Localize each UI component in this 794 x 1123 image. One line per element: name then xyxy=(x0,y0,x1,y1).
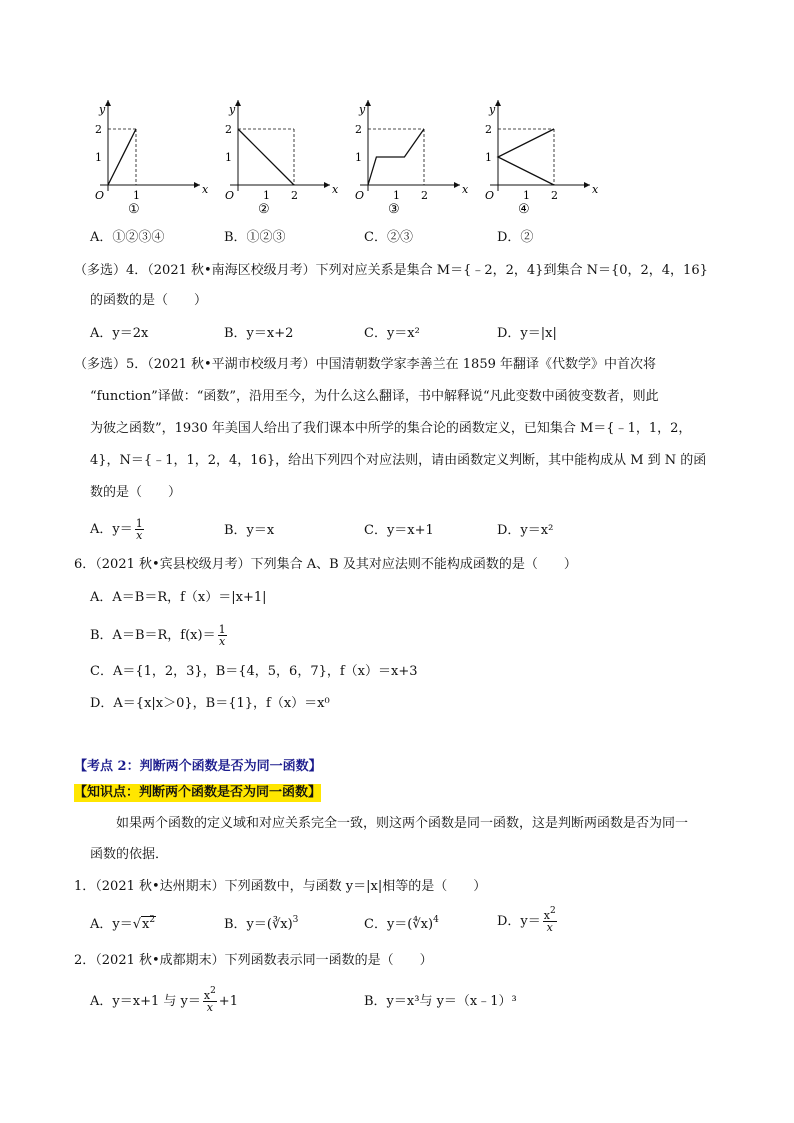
q6-option-c: C．A＝{1，2，3}，B＝{4，5，6，7}，f（x）＝x+3 xyxy=(90,664,418,679)
y-tick-label: 1 xyxy=(225,151,232,164)
q5-stem-line1: （多选）5．（2021 秋•平湖市校级月考）中国清朝数学家李善兰在 1859 年翻译《代数学》中首次将 xyxy=(74,357,657,372)
y-tick-label: 2 xyxy=(225,123,232,136)
q4-option-b: B．y＝x+2 xyxy=(224,326,294,341)
y-axis-label: y xyxy=(489,103,496,116)
q3-option-a: A．①②③④ xyxy=(90,230,165,245)
x-axis-arrow xyxy=(454,182,460,188)
q4-stem-line1: （多选）4．（2021 秋•南海区校级月考）下列对应关系是集合 M＝{﹣2，2，4}到集合 N＝{0，2，4，16} xyxy=(74,263,708,278)
s1-option-d: D．y＝ $\frac{x^2}{x}$ xyxy=(497,906,556,934)
q4-option-a: A．y＝2x xyxy=(90,326,149,341)
s1-option-c: C．y＝(∜x)$^4$ xyxy=(364,915,439,932)
y-tick-label: 1 xyxy=(95,151,102,164)
x-tick-label: 2 xyxy=(551,189,558,202)
q3-option-b: B．①②③ xyxy=(224,230,286,245)
y-tick-label: 2 xyxy=(95,123,102,136)
q4-stem-line2: 的函数的是（ ） xyxy=(90,293,208,308)
graph-label: ④ xyxy=(518,202,530,217)
q3-option-d: D．② xyxy=(497,230,534,245)
x-axis-arrow xyxy=(584,182,590,188)
y-axis-arrow xyxy=(495,100,501,106)
x-tick-label: 2 xyxy=(421,189,428,202)
s2-option-b: B．y＝x³与 y＝（x﹣1）³ xyxy=(364,994,517,1009)
x-tick-label: 1 xyxy=(133,189,140,202)
function-curve xyxy=(498,129,554,185)
q5-option-a: A．y＝ $\frac{1}{x}$ xyxy=(90,517,143,542)
x-axis-label: x xyxy=(462,183,469,196)
s1-option-b: B．y＝(∛x)$^3$ xyxy=(224,915,299,932)
y-axis-label: y xyxy=(229,103,236,116)
q4-option-d: D．y＝|x| xyxy=(497,326,557,341)
y-axis-label: y xyxy=(359,103,366,116)
graph-label: ③ xyxy=(388,202,400,217)
y-axis-arrow xyxy=(235,100,241,106)
s2-stem: 2．（2021 秋•成都期末）下列函数表示同一函数的是（ ） xyxy=(74,953,433,968)
section-paragraph-line2: 函数的依据． xyxy=(90,847,169,862)
y-tick-label: 1 xyxy=(355,151,362,164)
x-axis-label: x xyxy=(332,183,339,196)
q6-stem: 6．（2021 秋•宾县校级月考）下列集合 A、B 及其对应法则不能构成函数的是（ ） xyxy=(74,557,577,572)
s1-stem: 1．（2021 秋•达州期末）下列函数中，与函数 y＝|x|相等的是（ ） xyxy=(74,879,487,894)
origin-label: O xyxy=(95,189,105,202)
function-curve xyxy=(238,129,294,185)
x-tick-label: 1 xyxy=(523,189,530,202)
y-tick-label: 2 xyxy=(485,123,492,136)
q5-option-c: C．y＝x+1 xyxy=(364,523,434,538)
q5-stem-line5: 数的是（ ） xyxy=(90,485,182,500)
y-tick-label: 2 xyxy=(355,123,362,136)
q5-option-b: B．y＝x xyxy=(224,523,275,538)
s2-option-a: A．y＝x+1 与 y＝ $\frac{x^2}{x}$ +1 xyxy=(90,986,238,1014)
q4-option-c: C．y＝x² xyxy=(364,326,420,341)
y-axis-label: y xyxy=(99,103,106,116)
y-axis-arrow xyxy=(105,100,111,106)
s1-option-a: A．$y=√x^2$ xyxy=(90,915,156,932)
q6-option-d: D．A＝{x|x＞0}，B＝{1}，f（x）＝x⁰ xyxy=(90,696,330,711)
origin-label: O xyxy=(225,189,235,202)
function-curve xyxy=(108,129,136,185)
x-axis-label: x xyxy=(592,183,599,196)
q3-option-c: C．②③ xyxy=(364,230,413,245)
origin-label: O xyxy=(355,189,365,202)
zhishi-heading: 【知识点：判断两个函数是否为同一函数】 xyxy=(74,785,322,800)
origin-label: O xyxy=(485,189,495,202)
x-tick-label: 1 xyxy=(393,189,400,202)
q5-option-d: D．y＝x² xyxy=(497,523,554,538)
function-graphs xyxy=(84,92,604,222)
x-axis-arrow xyxy=(194,182,200,188)
q5-stem-line3: 为彼之函数”，1930 年美国人给出了我们课本中所学的集合论的函数定义，已知集合 M＝{﹣1，1，2， xyxy=(90,421,692,436)
function-curve xyxy=(368,129,424,185)
q5-stem-line2: “function”译做：“函数”，沿用至今，为什么这么翻译，书中解释说“凡此变数中函彼变数者，则此 xyxy=(90,389,659,404)
x-axis-arrow xyxy=(324,182,330,188)
x-axis-label: x xyxy=(202,183,209,196)
x-tick-label: 2 xyxy=(291,189,298,202)
q6-option-b: B．A＝B＝R，f(x)＝ $\frac{1}{x}$ xyxy=(90,623,226,648)
q6-option-a: A．A＝B＝R，f（x）＝|x+1| xyxy=(90,590,267,605)
graph-label: ① xyxy=(128,202,140,217)
y-axis-arrow xyxy=(365,100,371,106)
q5-stem-line4: 4}，N＝{﹣1，1，2，4，16}，给出下列四个对应法则，请由函数定义判断，其中能构成从 M 到 N 的函 xyxy=(90,453,707,468)
y-tick-label: 1 xyxy=(485,151,492,164)
x-tick-label: 1 xyxy=(263,189,270,202)
kaodian-heading: 【考点 2：判断两个函数是否为同一函数】 xyxy=(74,759,322,774)
graph-label: ② xyxy=(258,202,270,217)
section-paragraph-line1: 如果两个函数的定义域和对应关系完全一致，则这两个函数是同一函数，这是判断两函数是否为同一 xyxy=(116,816,689,831)
